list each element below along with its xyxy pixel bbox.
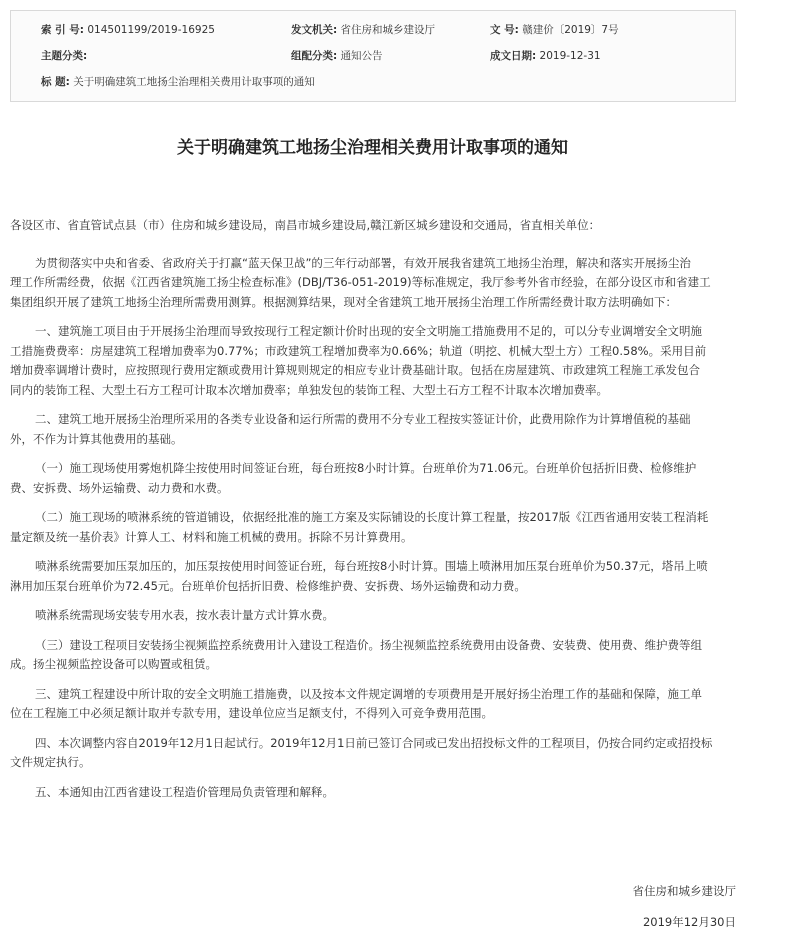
meta-date	[490, 49, 601, 63]
meta-index	[41, 23, 215, 37]
item-1-line: （一）施工现场使用雾炮机降尘按使用时间签证台班，每台班按8小时计算。台班单价为71.06元。台班单价包括折旧费、检修维护	[35, 461, 697, 475]
section-4-line: 四、本次调整内容自2019年12月1日起试行。2019年12月1日前已签订合同或已发出招投标文件的工程项目，仍按合同约定或招投标	[35, 735, 713, 750]
meta-issuer-label: 发文机关:	[291, 24, 338, 36]
water-meter-line: 喷淋系统需现场安装专用水表，按水表计量方式计算水费。	[35, 608, 334, 622]
paragraph-item-2	[10, 508, 740, 547]
meta-topic	[41, 49, 87, 63]
item-3-line: 成。扬尘视频监控设备可以购置或租赁。	[10, 657, 217, 671]
meta-title	[41, 75, 315, 89]
meta-issuer	[291, 23, 435, 37]
document-title: 关于明确建筑工地扬尘治理相关费用计取事项的通知	[177, 138, 568, 158]
section-4-line: 文件规定执行。	[10, 755, 91, 769]
meta-docno-value: 赣建价〔2019〕7号	[522, 24, 619, 36]
paragraph-section-1	[10, 322, 740, 400]
section-1-line: 一、建筑施工项目由于开展扬尘治理而导致按现行工程定额计价时出现的安全文明施工措施费用不足的，可以分专业调增安全文明施	[35, 324, 702, 338]
paragraph-water-meter	[10, 606, 740, 626]
meta-issuer-value: 省住房和城乡建设厅	[340, 24, 436, 36]
pump-line: 喷淋系统需要加压泵加压的，加压泵按使用时间签证台班，每台班按8小时计算。围墙上喷淋用加压泵台班单价为50.37元，塔吊上喷	[35, 559, 708, 573]
section-5-line: 五、本通知由江西省建设工程造价管理局负责管理和解释。	[35, 784, 334, 799]
meta-date-label: 成文日期:	[490, 50, 537, 62]
paragraph-section-5	[10, 783, 740, 803]
meta-docno-label: 文 号:	[490, 24, 519, 36]
addressee: 各设区市、省直管试点县（市）住房和城乡建设局，南昌市城乡建设局,赣江新区城乡建设和交通局，省直相关单位：	[10, 218, 601, 232]
paragraph-section-3	[10, 685, 740, 724]
intro-line: 理工作所需经费，依据《江西省建筑施工扬尘检查标准》(DBJ/T36-051-2019)等标准规定，我厅参考外省市经验，在部分设区市和省建工	[10, 275, 711, 289]
meta-topic-label: 主题分类:	[41, 50, 88, 62]
paragraph-section-2	[10, 410, 740, 449]
item-3-line: （三）建设工程项目安装扬尘视频监控系统费用计入建设工程造价。扬尘视频监控系统费用由设备费、安装费、使用费、维护费等组	[35, 637, 702, 652]
meta-genre-value: 通知公告	[340, 50, 383, 62]
section-2-line: 外，不作为计算其他费用的基础。	[10, 431, 183, 446]
section-1-line: 增加费率调增计费时，应按照现行费用定额或费用计算规则规定的相应专业计费基础计取。包括在房屋建筑、市政建筑工程施工承发包合	[10, 363, 700, 377]
paragraph-pump	[10, 557, 740, 596]
section-1-line: 工措施费费率：房屋建筑工程增加费率为0.77%；市政建筑工程增加费率为0.66%；轨道（明挖、机械大型土方）工程0.58%。采用目前	[10, 343, 707, 358]
signer: 省住房和城乡建设厅	[632, 884, 736, 898]
meta-index-value: 014501199/2019-16925	[87, 24, 215, 36]
paragraph-section-4	[10, 734, 740, 773]
meta-title-label: 标 题:	[41, 76, 70, 88]
meta-docno	[490, 23, 619, 37]
intro-line: 集团组织开展了建筑工地扬尘治理所需费用测算。根据测算结果，现对全省建筑工地开展扬尘治理工作所需经费计取方法明确如下：	[10, 294, 677, 309]
sign-date: 2019年12月30日	[642, 915, 736, 929]
meta-title-value: 关于明确建筑工地扬尘治理相关费用计取事项的通知	[73, 76, 315, 88]
paragraph-item-3	[10, 636, 740, 675]
section-2-line: 二、建筑工地开展扬尘治理所采用的各类专业设备和运行所需的费用不分专业工程按实签证计价，此费用除作为计算增值税的基础	[35, 412, 691, 426]
document-metadata-box	[10, 10, 736, 102]
document-body	[10, 216, 740, 802]
meta-index-label: 索 引 号:	[41, 24, 85, 36]
item-2-line: 量定额及统一基价表》计算人工、材料和施工机械的费用。拆除不另计算费用。	[10, 529, 413, 544]
item-1-line: 费、安拆费、场外运输费、动力费和水费。	[10, 480, 229, 495]
item-2-line: （二）施工现场的喷淋系统的管道铺设，依据经批准的施工方案及实际铺设的长度计算工程量，按2017版《江西省通用安装工程消耗	[35, 510, 709, 524]
intro-line: 为贯彻落实中央和省委、省政府关于打赢“蓝天保卫战”的三年行动部署，有效开展我省建筑工地扬尘治理，解决和落实开展扬尘治	[35, 255, 691, 270]
pump-line: 淋用加压泵台班单价为72.45元。台班单价包括折旧费、检修维护费、安拆费、场外运输费和动力费。	[10, 578, 526, 593]
section-3-line: 三、建筑工程建设中所计取的安全文明施工措施费，以及按本文件规定调增的专项费用是开展好扬尘治理工作的基础和保障，施工单	[35, 686, 702, 701]
section-1-line: 同内的装饰工程、大型土石方工程可计取本次增加费率；单独发包的装饰工程、大型土石方工程不计取本次增加费率。	[10, 382, 608, 397]
meta-genre-label: 组配分类:	[291, 50, 338, 62]
paragraph-intro	[10, 254, 740, 313]
section-3-line: 位在工程施工中必须足额计取并专款专用，建设单位应当足额支付，不得列入可竞争费用范围。	[10, 706, 493, 720]
meta-genre	[291, 49, 383, 63]
paragraph-item-1	[10, 459, 740, 498]
meta-date-value: 2019-12-31	[539, 50, 601, 62]
